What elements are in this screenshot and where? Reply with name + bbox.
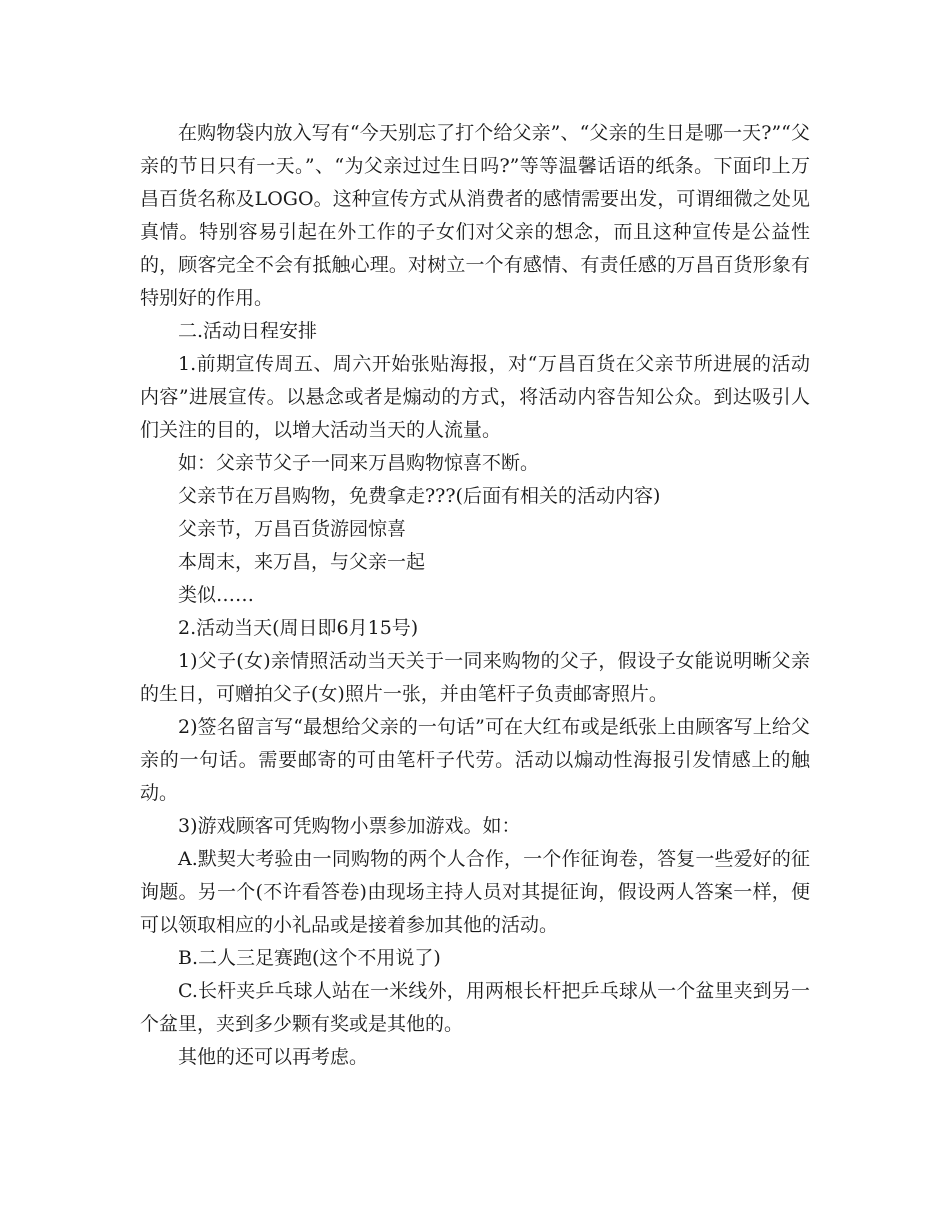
- slogan-example-3: 父亲节，万昌百货游园惊喜: [178, 518, 407, 540]
- paragraph-early-promotion: 1.前期宣传周五、周六开始张贴海报，对“万昌百货在父亲节所进展的活动内容”进展宣传。以悬念或者是煽动的方式，将活动内容告知公众。到达吸引人们关注的目的，以增大活动当天的人流量。: [140, 353, 810, 441]
- slogan-example-1: 如：父亲节父子一同来万昌购物惊喜不断。: [178, 452, 540, 474]
- paragraph-signature-message: 2)签名留言写“最想给父亲的一句话”可在大红布或是纸张上由顾客写上给父亲的一句话。需要邮寄的可由笔杆子代劳。活动以煽动性海报引发情感上的触动。: [140, 716, 810, 804]
- paragraph-family-photo: 1)父子(女)亲情照活动当天关于一同来购物的父子，假设子女能说明晰父亲的生日，可赠拍父子(女)照片一张，并由笔杆子负责邮寄照片。: [140, 650, 810, 705]
- heading-event-day: 2.活动当天(周日即6月15号): [178, 617, 419, 639]
- slogan-example-2: 父亲节在万昌购物，免费拿走???(后面有相关的活动内容): [178, 485, 661, 507]
- paragraph-shopping-bag-notes: 在购物袋内放入写有“今天别忘了打个给父亲”、“父亲的生日是哪一天?”“父亲的节日只有一天。”、“为父亲过过生日吗?”等等温馨话语的纸条。下面印上万昌百货名称及LOGO。这种宣传方式从消费者的感情需要出发，可谓细微之处见真情。特别容易引起在外工作的子女们对父亲的想念，而且这种宣传是公益性的，顾客完全不会有抵触心理。对树立一个有感情、有责任感的万昌百货形象有特别好的作用。: [140, 122, 810, 309]
- paragraph-game-c: C.长杆夹乒乓球人站在一米线外，用两根长杆把乒乓球从一个盆里夹到另一个盆里，夹到多少颗有奖或是其他的。: [140, 980, 810, 1035]
- slogan-etc: 类似……: [178, 584, 255, 606]
- slogan-example-4: 本周末，来万昌，与父亲一起: [178, 551, 426, 573]
- paragraph-games: 3)游戏顾客可凭购物小票参加游戏。如：: [178, 815, 521, 837]
- document-body: [140, 117, 810, 1074]
- heading-activity-schedule: 二.活动日程安排: [178, 320, 318, 342]
- paragraph-other: 其他的还可以再考虑。: [178, 1046, 369, 1068]
- paragraph-game-b: B.二人三足赛跑(这个不用说了): [178, 947, 441, 969]
- paragraph-game-a: A.默契大考验由一同购物的两个人合作，一个作征询卷，答复一些爱好的征询题。另一个(不许看答卷)由现场主持人员对其提征询，假设两人答案一样，便可以领取相应的小礼品或是接着参加其他的活动。: [140, 848, 810, 936]
